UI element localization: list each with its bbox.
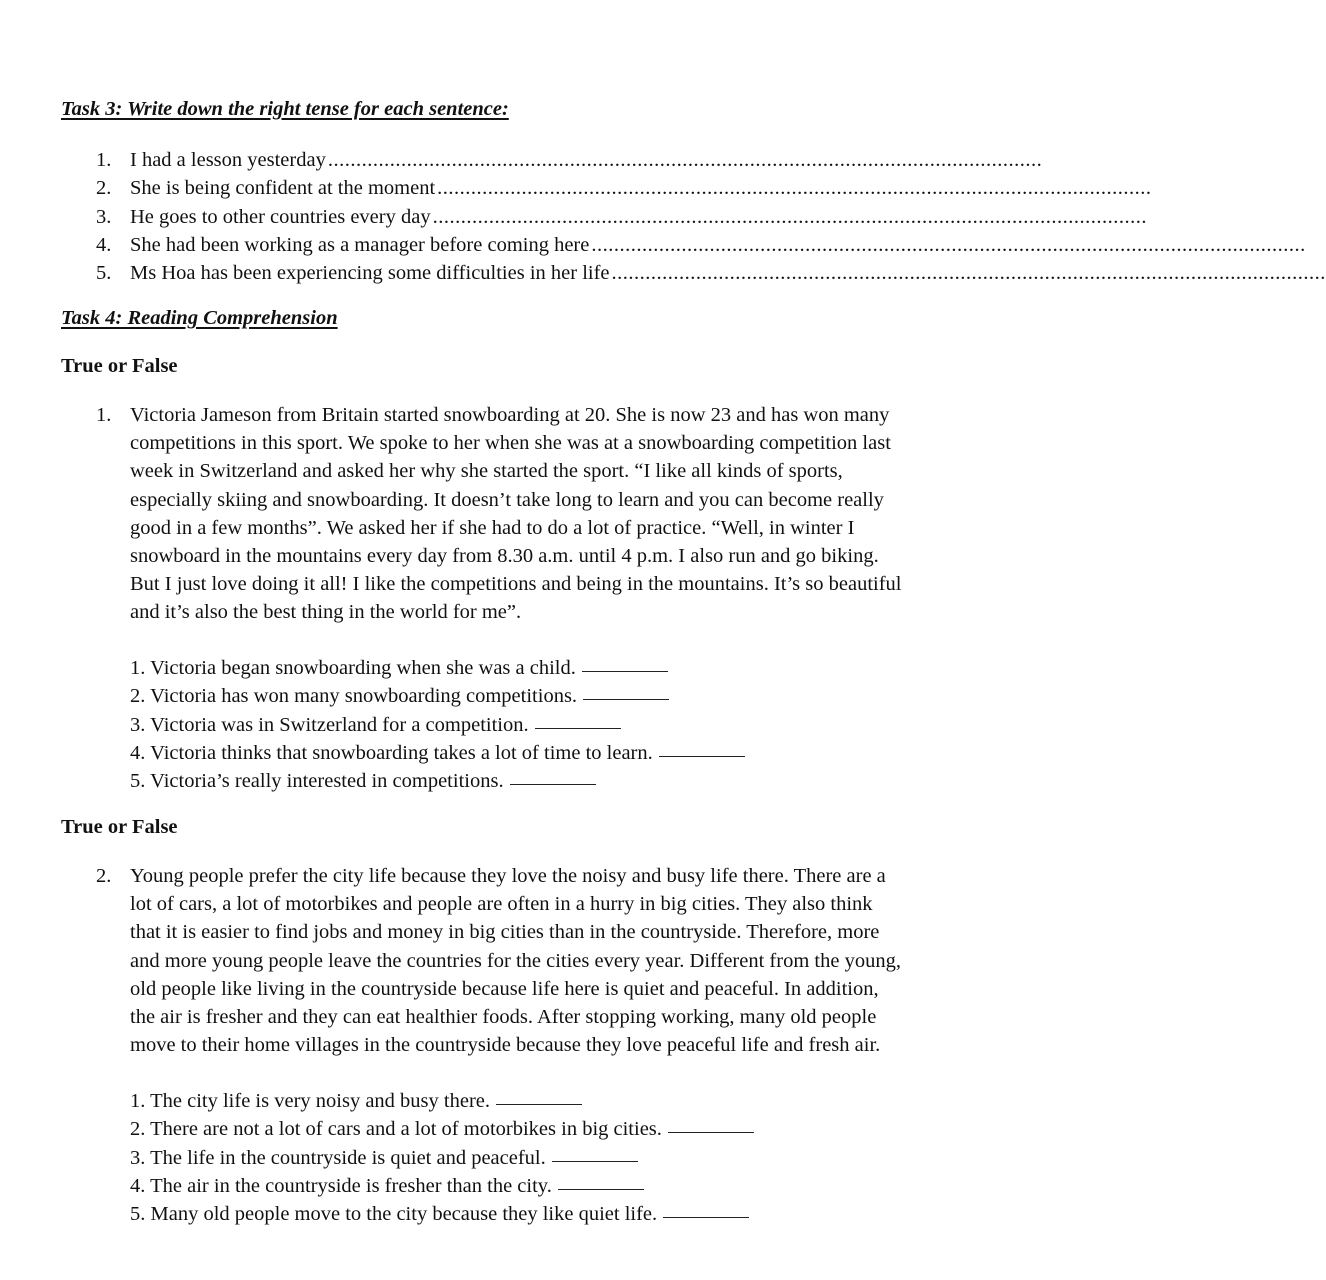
question-item — [130, 1172, 754, 1200]
passage-line: and it’s also the best thing in the world for me”. — [130, 601, 522, 624]
task3-heading: Task 3: Write down the right tense for each sentence: — [61, 98, 509, 120]
question-text: 5. Victoria’s really interested in competitions. — [130, 770, 504, 793]
question-item — [130, 739, 745, 767]
passage-line: competitions in this sport. We spoke to her when she was at a snowboarding competition last — [130, 432, 891, 455]
passage-text — [130, 401, 942, 627]
passage-line: Victoria Jameson from Britain started snowboarding at 20. She is now 23 and has won many — [130, 404, 890, 426]
answer-blank[interactable] — [558, 1188, 644, 1190]
task3-item-4 — [96, 231, 1306, 259]
passage-line: week in Switzerland and asked her why she started the sport. “I like all kinds of sports, — [130, 460, 843, 483]
passage-1 — [96, 401, 942, 627]
passage-line: good in a few months”. We asked her if she had to do a lot of practice. “Well, in winter I — [130, 516, 855, 539]
passage-number: 2. — [96, 865, 112, 887]
question-text: 1. The city life is very noisy and busy there. — [130, 1090, 491, 1112]
question-item — [130, 654, 745, 682]
passage-line: and more young people leave the countries for the cities every year. Different from the young, — [130, 949, 901, 972]
question-text: 3. Victoria was in Switzerland for a competition. — [130, 713, 529, 736]
task3-item-text: Ms Hoa has been experiencing some difficulties in her life — [130, 262, 610, 285]
answer-dotted-line: ............................................................................................................................... — [432, 205, 1147, 228]
question-item — [130, 767, 745, 795]
answer-blank[interactable] — [583, 698, 669, 700]
section2-questions — [130, 1087, 754, 1228]
question-text: 4. The air in the countryside is fresher than the city. — [130, 1174, 552, 1197]
question-item — [130, 1200, 754, 1228]
answer-dotted-line: ............................................................................................................................... — [591, 233, 1306, 256]
passage-2 — [96, 862, 942, 1059]
answer-blank[interactable] — [663, 1216, 749, 1218]
question-text: 3. The life in the countryside is quiet and peaceful. — [130, 1146, 546, 1169]
passage-line: that it is easier to find jobs and money in big cities than in the countryside. Therefore, more — [130, 921, 880, 944]
answer-blank[interactable] — [510, 783, 596, 785]
answer-dotted-line: ............................................................................................................................... — [611, 262, 1326, 285]
passage-line: old people like living in the countryside because life here is quiet and peaceful. In addition, — [130, 977, 879, 1000]
answer-blank[interactable] — [496, 1103, 582, 1105]
question-text: 2. Victoria has won many snowboarding competitions. — [130, 685, 578, 708]
passage-line: move to their home villages in the countryside because they love peaceful life and fresh air. — [130, 1034, 881, 1057]
section2-title: True or False — [61, 816, 178, 838]
passage-line: lot of cars, a lot of motorbikes and people are often in a hurry in big cities. They also think — [130, 893, 873, 916]
passage-line: the air is fresher and they can eat healthier foods. After stopping working, many old people — [130, 1006, 877, 1029]
task3-item-number: 2. — [96, 177, 112, 200]
task3-item-number: 1. — [96, 149, 112, 171]
answer-blank[interactable] — [668, 1131, 754, 1133]
passage-text — [130, 862, 942, 1059]
task3-item-2 — [96, 174, 1152, 202]
task3-item-number: 5. — [96, 262, 112, 285]
task4-heading: Task 4: Reading Comprehension — [61, 307, 338, 329]
answer-blank[interactable] — [659, 755, 745, 757]
answer-blank[interactable] — [582, 670, 668, 672]
passage-line: Young people prefer the city life because they love the noisy and busy life there. There are a — [130, 865, 886, 887]
question-item — [130, 711, 745, 739]
task3-item-3 — [96, 203, 1147, 231]
task3-item-text: He goes to other countries every day — [130, 205, 431, 228]
task3-item-number: 3. — [96, 205, 112, 228]
task3-item-text: She had been working as a manager before coming here — [130, 233, 590, 256]
question-text: 4. Victoria thinks that snowboarding takes a lot of time to learn. — [130, 741, 653, 764]
question-item — [130, 1087, 754, 1115]
answer-dotted-line: ............................................................................................................................... — [437, 177, 1152, 200]
passage-line: But I just love doing it all! I like the competitions and being in the mountains. It’s so beautiful — [130, 573, 902, 596]
answer-dotted-line: ............................................................................................................................... — [327, 149, 1043, 171]
question-text: 1. Victoria began snowboarding when she was a child. — [130, 657, 576, 679]
answer-blank[interactable] — [552, 1160, 638, 1162]
task3-item-1 — [96, 146, 1043, 174]
section1-title: True or False — [61, 355, 178, 377]
task3-item-text: I had a lesson yesterday — [130, 149, 326, 171]
passage-line: snowboard in the mountains every day from 8.30 a.m. until 4 p.m. I also run and go biking. — [130, 545, 879, 568]
passage-number: 1. — [96, 404, 112, 426]
task3-item-text: She is being confident at the moment — [130, 177, 436, 200]
task3-list — [96, 146, 1326, 287]
passage-line: especially skiing and snowboarding. It doesn’t take long to learn and you can become really — [130, 488, 884, 511]
question-item — [130, 1144, 754, 1172]
section1-questions — [130, 654, 745, 795]
task3-item-5 — [96, 259, 1326, 287]
question-item — [130, 1115, 754, 1143]
task3-item-number: 4. — [96, 233, 112, 256]
question-text: 2. There are not a lot of cars and a lot of motorbikes in big cities. — [130, 1118, 662, 1141]
question-text: 5. Many old people move to the city because they like quiet life. — [130, 1203, 658, 1226]
answer-blank[interactable] — [535, 727, 621, 729]
question-item — [130, 682, 745, 710]
